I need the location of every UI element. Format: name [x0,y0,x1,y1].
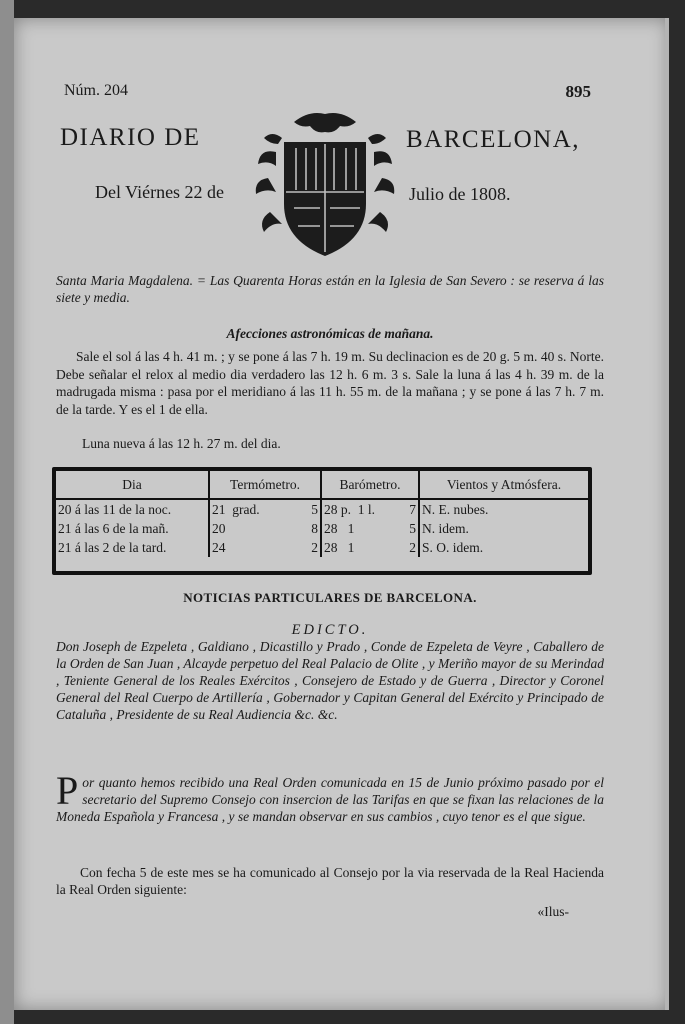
cell-vientos: S. O. idem. [419,538,588,557]
table-row [56,538,588,557]
header-vientos: Vientos y Atmósfera. [419,471,588,499]
bar-fraction: 7 [409,501,416,517]
bar-pulgadas: 28 [324,520,338,536]
moon-phase: Luna nueva á las 12 h. 27 m. del dia. [82,436,281,451]
header-dia: Dia [56,471,209,499]
newspaper-page [14,18,669,1010]
bar-lineas: 1 l. [357,501,376,517]
bar-lineas: 1 [347,520,355,536]
date-right: Julio de 1808. [409,184,511,204]
bar-fraction: 2 [409,539,416,555]
book-spine [0,0,14,1024]
cell-dia: 21 á las 6 de la mañ. [58,520,169,536]
term-degrees: 24 [212,539,226,555]
table-row [56,499,588,519]
astronomy-heading: Afecciones astronómicas de mañana. [226,326,434,341]
cell-vientos: N. idem. [419,519,588,538]
cell-termometro [209,519,321,538]
date-left: Del Viérnes 22 de [95,182,225,202]
bar-fraction: 5 [409,520,416,536]
bar-lineas: 1 [347,539,355,555]
cell-barometro [321,538,419,557]
cell-dia: 20 á las 11 de la noc. [58,501,172,517]
edicto-body-paragraph-1 [56,768,604,825]
cell-vientos: N. E. nubes. [419,499,588,519]
page-edge [665,18,669,1010]
section-heading-noticias: NOTICIAS PARTICULARES DE BARCELONA. [183,590,477,605]
masthead-title-left: DIARIO DE [60,124,201,151]
issue-number: Núm. 204 [64,82,128,99]
masthead-title-right: BARCELONA, [406,126,581,153]
cell-termometro [209,538,321,557]
term-fraction: 2 [311,539,318,555]
term-fraction: 8 [311,520,318,536]
edicto-heading: EDICTO. [291,622,369,638]
edicto-body-text: or quanto hemos recibido una Real Orden comunicada en 15 de Junio próximo pasado por el secretario del Supremo Consejo con insercion de las Tarifas en que se fixan las relaciones de la Moneda Española y Francesa , y se mandan observar en sus cambios , cuyo tenor es el que sigue. [56,775,604,824]
term-unit: grad. [232,501,260,517]
cell-barometro [321,519,419,538]
saints-of-the-day: Santa Maria Magdalena. = Las Quarenta Horas están en la Iglesia de San Severo : se reserva á las siete y media. [56,273,604,305]
bar-pulgadas: 28 p. [324,501,351,517]
coat-of-arms-icon [254,108,396,258]
astronomy-text: Sale el sol á las 4 h. 41 m. ; y se pone á las 7 h. 19 m. Su declinacion es de 20 g. 5 m. 40 s. Norte. Debe señalar el relox al medio dia verdadero las 12 h. 6 m. 3 s. Sale la luna á las 4 h. 39 m. de la madrugada misma : pasa por el meridiano á las 11 h. 55 m. de la mañana ; y se pone á las 7 h. 7 m. de la tarde. Y es el 1 de ella. [56,349,604,417]
weather-table [52,467,592,575]
page-number: 895 [565,82,591,101]
cell-termometro [209,499,321,519]
drop-cap: P [56,768,79,813]
cell-barometro [321,499,419,519]
term-fraction: 5 [311,501,318,517]
edicto-body-paragraph-2: Con fecha 5 de este mes se ha comunicado al Consejo por la via reservada de la Real Hacienda la Real Orden siguiente: [56,865,604,897]
bar-pulgadas: 28 [324,539,338,555]
cell-dia: 21 á las 2 de la tard. [58,539,167,555]
catchword: «Ilus- [537,904,569,919]
term-degrees: 21 [212,501,226,517]
term-degrees: 20 [212,520,226,536]
edicto-decree: Don Joseph de Ezpeleta , Galdiano , Dicastillo y Prado , Conde de Ezpeleta de Veyre , Caballero de la Orden de San Juan , Alcayde perpetuo del Real Palacio de Olite , y Meriño mayor de su Merindad , Teniente General de los Reales Exércitos , Consejero de Estado y de Guerra , Director y Coronel General del Real Cuerpo de Artillería , Gobernador y Capitan General del Exército y Principado de Cataluña , Presidente de su Real Audiencia &c. &c. [56,639,604,722]
table-row [56,519,588,538]
header-termometro: Termómetro. [209,471,321,499]
header-barometro: Barómetro. [321,471,419,499]
